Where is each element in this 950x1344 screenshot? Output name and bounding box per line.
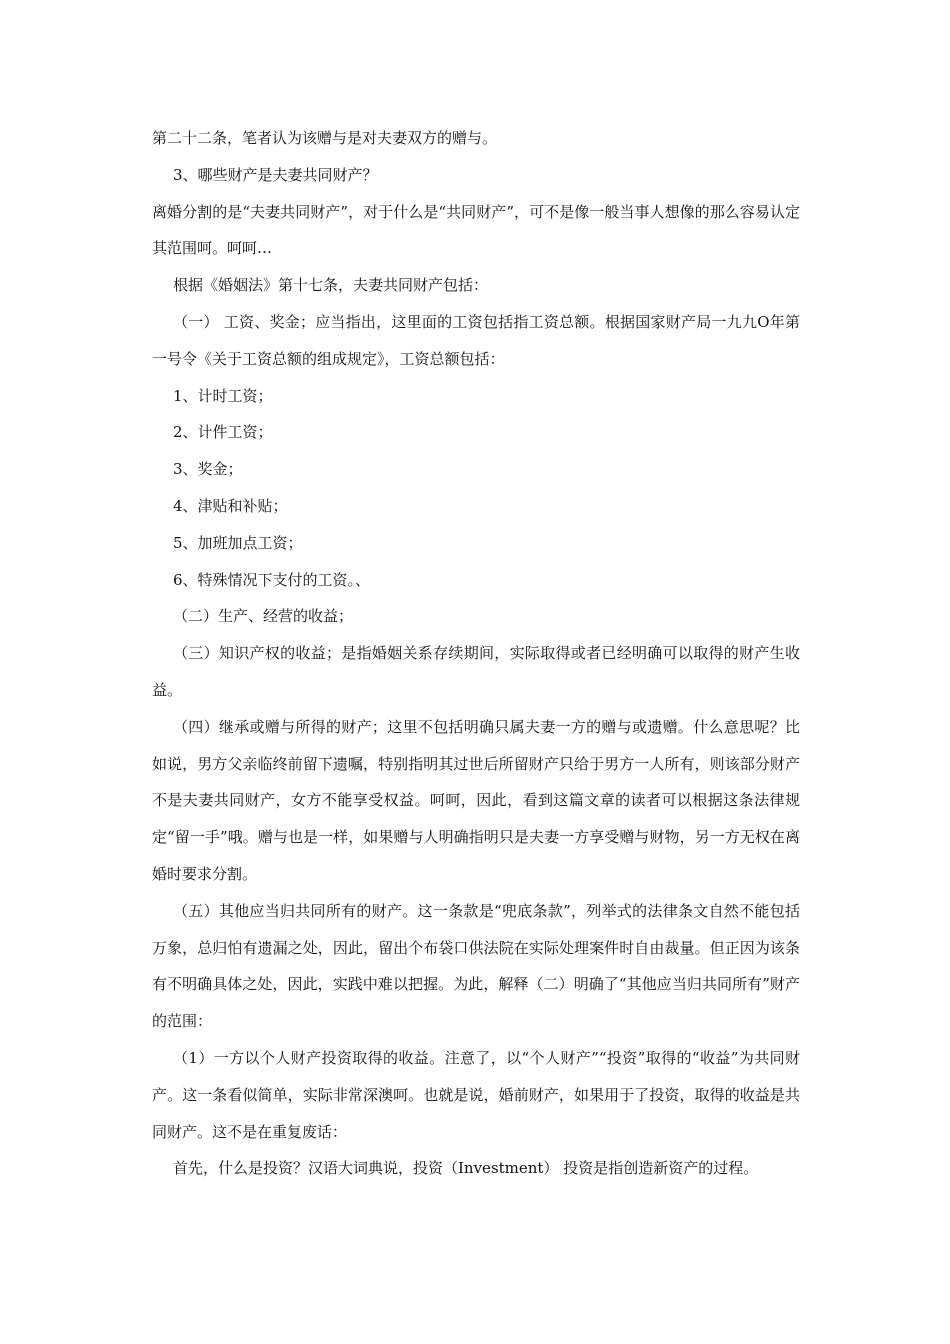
list-item: 2、计件工资； [173, 423, 273, 442]
section-heading: 3、哪些财产是夫妻共同财产？ [173, 165, 378, 184]
paragraph: （1）一方以个人财产投资取得的收益。注意了，以“个人财产”“投资”取得的“收益”为共同财产。这一条看似简单，实际非常深澳呵。也就是说，婚前财产，如果用于了投资，取得的收益是共同财产。这不是在重复废话： [152, 1048, 800, 1141]
paragraph: 离婚分割的是“夫妻共同财产”，对于什么是“共同财产”，可不是像一般当事人想像的那么容易认定其范围呵。呵呵… [152, 202, 800, 258]
paragraph: （五）其他应当归共同所有的财产。这一条款是“兜底条款”，列举式的法律条文自然不能包括万象，总归怕有遗漏之处，因此，留出个布袋口供法院在实际处理案件时自由裁量。但正因为该条有不明确具体之处，因此，实践中难以把握。为此，解释（二）明确了“其他应当归共同所有”财产的范围： [152, 901, 800, 1031]
document-body [152, 120, 800, 1187]
paragraph: 首先，什么是投资？汉语大词典说，投资（Investment） 投资是指创造新资产的过程。 [173, 1159, 759, 1178]
paragraph: 第二十二条，笔者认为该赠与是对夫妻双方的赠与。 [152, 129, 498, 147]
paragraph: 根据《婚姻法》第十七条，夫妻共同财产包括： [173, 276, 489, 295]
list-item: 3、奖金； [173, 460, 243, 479]
list-item: 1、计时工资； [173, 386, 273, 405]
paragraph: （四）继承或赠与所得的财产；这里不包括明确只属夫妻一方的赠与或遗赠。什么意思呢？比如说，男方父亲临终前留下遗嘱，特别指明其过世后所留财产只给于男方一人所有，则该部分财产不是夫妻共同财产，女方不能享受权益。呵呵，因此，看到这篇文章的读者可以根据这条法律规定“留一手”哦。赠与也是一样，如果赠与人明确指明只是夫妻一方享受赠与财物，另一方无权在离婚时要求分割。 [152, 717, 800, 883]
list-item: 4、津贴和补贴； [173, 496, 288, 515]
paragraph: （一） 工资、奖金；应当指出，这里面的工资包括指工资总额。根据国家财产局一九九O年第一号令《关于工资总额的组成规定》，工资总额包括： [152, 312, 800, 368]
paragraph: （三）知识产权的收益；是指婚姻关系存续期间，实际取得或者已经明确可以取得的财产生收益。 [152, 644, 800, 699]
list-item: 6、特殊情况下支付的工资。、 [173, 570, 371, 589]
paragraph: （二）生产、经营的收益； [173, 607, 354, 626]
list-item: 5、加班加点工资； [173, 533, 303, 552]
